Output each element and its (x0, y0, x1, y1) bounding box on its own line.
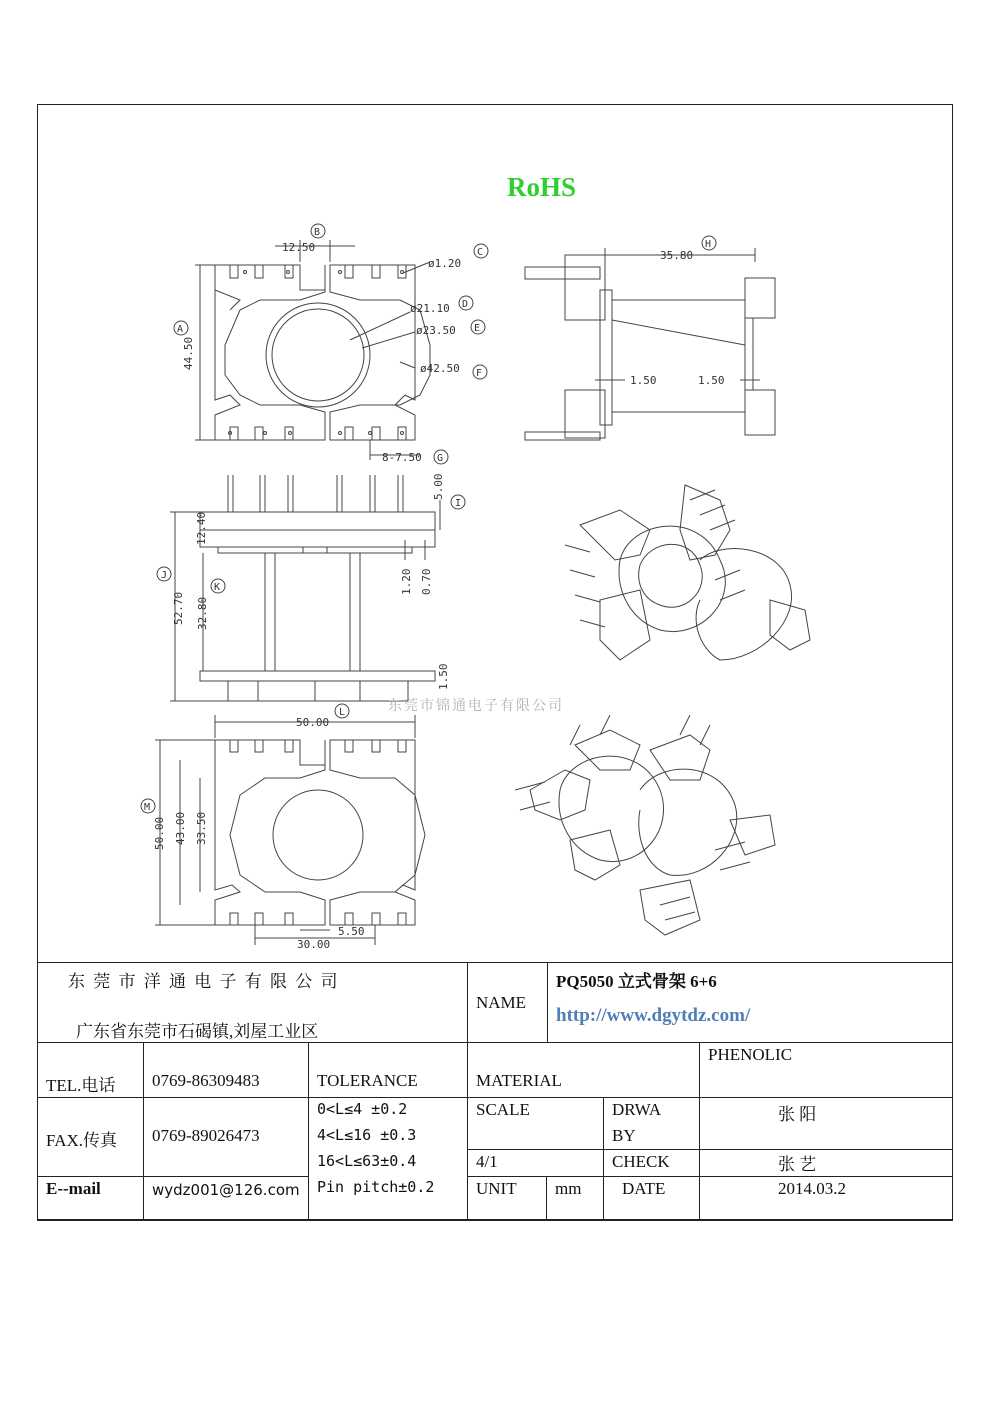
company-address: 广东省东莞市石碣镇,刘屋工业区 (76, 1022, 319, 1041)
dim-1-20: 1.20 (400, 568, 413, 595)
scale-label-cell (467, 1097, 604, 1150)
email-value: wydz001@126.com (152, 1181, 300, 1199)
dim-k: 32.80 (196, 596, 209, 630)
fax-label: FAX.传真 (46, 1131, 117, 1150)
side-view-labels (630, 249, 725, 387)
tolerance-row-3: 16<L≤63±0.4 (317, 1152, 417, 1170)
unit-label: UNIT (476, 1179, 517, 1198)
dim-1-50-bottom: 1.50 (437, 663, 450, 690)
dim-g: 8-7.50 (382, 451, 422, 464)
balloon-m: M (144, 802, 151, 813)
dim-33-50: 33.50 (195, 811, 208, 845)
title-block (37, 962, 953, 1220)
dim-side-right: 1.50 (698, 374, 725, 387)
fax-value-cell (143, 1097, 309, 1177)
balloon-b: B (314, 227, 321, 238)
tolerance-label-cell (308, 1042, 468, 1098)
fax-value: 0769-89026473 (152, 1126, 260, 1145)
check-label: CHECK (612, 1152, 670, 1171)
tel-label-cell (37, 1042, 144, 1098)
material-label: MATERIAL (476, 1071, 562, 1090)
unit-value-cell (546, 1176, 604, 1221)
rohs-label: RoHS (507, 172, 577, 202)
dim-l: 50.00 (296, 716, 330, 729)
name-label-cell (467, 962, 548, 1043)
material-value: PHENOLIC (708, 1045, 793, 1064)
tel-value-cell (143, 1042, 309, 1098)
dim-43: 43.00 (174, 811, 187, 845)
drawn-by-label-2: BY (612, 1126, 636, 1145)
name-label: NAME (476, 993, 527, 1012)
email-label-cell (37, 1176, 144, 1221)
balloon-j: J (161, 570, 168, 581)
unit-label-cell (467, 1176, 547, 1221)
bottom-view-labels (153, 716, 365, 951)
tolerance-label: TOLERANCE (317, 1071, 418, 1090)
dim-m: 50.00 (153, 816, 166, 850)
dim-j: 52.70 (172, 591, 185, 625)
dim-f: ø42.50 (420, 362, 460, 375)
balloon-l: L (339, 707, 346, 718)
drawn-by-value: 张 阳 (778, 1105, 817, 1124)
date-label: DATE (622, 1179, 666, 1198)
isometric-view-1 (565, 485, 810, 660)
material-value-cell (699, 1042, 953, 1098)
company-cell (37, 962, 468, 1043)
scale-label: SCALE (476, 1100, 530, 1119)
balloon-g: G (437, 453, 444, 464)
dim-side-left: 1.50 (630, 374, 657, 387)
tolerance-row-2: 4<L≤16 ±0.3 (317, 1126, 417, 1144)
top-view-labels (182, 241, 461, 464)
watermark: 东莞市锦通电子有限公司 (388, 698, 564, 714)
side-view (525, 248, 775, 440)
balloon-i: I (455, 498, 462, 509)
scale-value: 4/1 (476, 1152, 498, 1171)
balloon-c: C (477, 247, 484, 258)
material-label-cell (467, 1042, 700, 1098)
product-name: PQ5050 立式骨架 6+6 (556, 972, 717, 991)
dim-b: 12.50 (282, 241, 316, 254)
drawn-by-label-cell (603, 1097, 700, 1150)
tolerance-row-1: 0<L≤4 ±0.2 (317, 1100, 408, 1118)
product-cell (547, 962, 953, 1043)
dim-30: 30.00 (297, 938, 331, 951)
dim-e: ø23.50 (416, 324, 456, 337)
check-value: 张 艺 (778, 1155, 817, 1174)
balloon-f: F (476, 368, 483, 379)
tel-value: 0769-86309483 (152, 1071, 260, 1090)
balloon-d: D (462, 299, 469, 310)
tolerance-values-cell (308, 1097, 468, 1221)
company-name: 东 莞 市 洋 通 电 子 有 限 公 司 (68, 972, 340, 991)
date-value: 2014.03.2 (778, 1179, 846, 1198)
tel-label: TEL.电话 (46, 1076, 116, 1095)
dim-5-50: 5.50 (338, 925, 365, 938)
drawn-by-label-1: DRWA (612, 1100, 662, 1119)
balloon-h: H (705, 239, 712, 250)
isometric-view-2 (515, 715, 775, 935)
check-value-cell (699, 1149, 953, 1177)
date-value-cell (699, 1176, 953, 1221)
dim-a: 44.50 (182, 336, 195, 370)
email-value-cell (143, 1176, 309, 1221)
dim-0-70: 0.70 (420, 568, 433, 595)
dim-c: ø1.20 (428, 257, 462, 270)
dim-h: 35.80 (660, 249, 694, 262)
fax-label-cell (37, 1097, 144, 1177)
date-label-cell (603, 1176, 700, 1221)
balloon-k: K (214, 582, 221, 593)
email-label: E--mail (46, 1179, 101, 1198)
drawn-by-value-cell (699, 1097, 953, 1150)
unit-value: mm (555, 1179, 582, 1198)
tolerance-row-4: Pin pitch±0.2 (317, 1178, 435, 1196)
dim-12-40: 12.40 (195, 511, 208, 545)
balloon-e: E (474, 323, 481, 334)
dim-i: 5.00 (432, 473, 445, 500)
dim-d: ø21.10 (410, 302, 450, 315)
top-view (195, 240, 430, 460)
scale-value-cell (467, 1149, 604, 1177)
check-label-cell (603, 1149, 700, 1177)
balloon-a: A (177, 324, 184, 335)
website-link[interactable]: http://www.dgytdz.com/ (556, 1005, 751, 1026)
